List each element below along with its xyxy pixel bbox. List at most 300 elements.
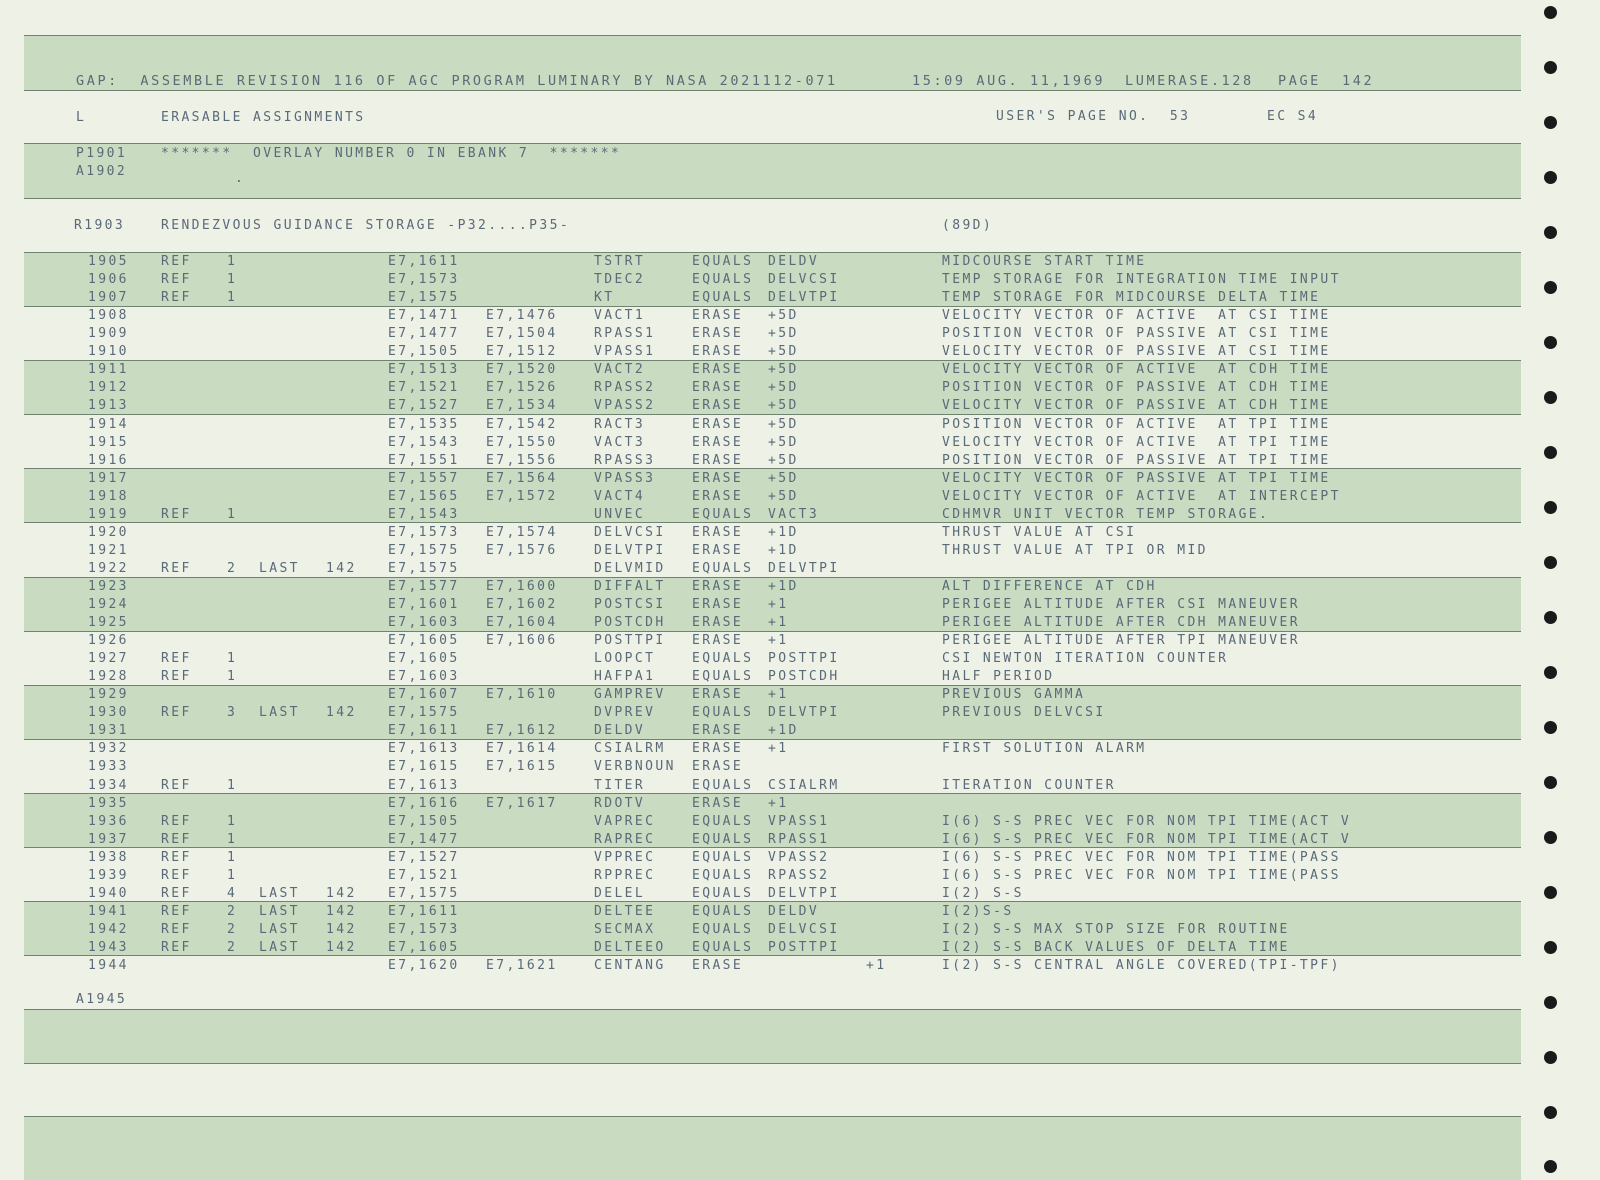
address-end: E7,1617: [486, 795, 558, 811]
address-start: E7,1620: [388, 958, 460, 973]
line-number: 1932: [88, 741, 129, 757]
operand-extra: +1: [866, 958, 887, 973]
symbol: DELDV: [594, 723, 646, 739]
operand: VPASS2: [768, 849, 830, 865]
line-number: 1938: [88, 849, 129, 865]
line-number: 1925: [88, 615, 129, 630]
ref-label: REF: [161, 777, 192, 793]
opcode: EQUALS: [692, 777, 754, 793]
operand: +5D: [768, 344, 799, 360]
table-row: [0, 632, 1600, 650]
line-number: 1912: [88, 380, 129, 396]
operand: DELDV: [768, 903, 820, 919]
table-row: [0, 289, 1600, 307]
opcode: ERASE: [692, 633, 744, 648]
opcode: ERASE: [692, 452, 744, 468]
symbol: RDOTV: [594, 795, 646, 811]
table-row: [0, 470, 1600, 488]
symbol: VACT2: [594, 362, 646, 378]
address-start: E7,1557: [388, 470, 460, 486]
comment: POSITION VECTOR OF PASSIVE AT CDH TIME: [942, 380, 1331, 396]
ref-label: REF: [161, 254, 192, 269]
table-row: [0, 379, 1600, 397]
comment: I(2) S-S CENTRAL ANGLE COVERED(TPI-TPF): [942, 958, 1341, 973]
address-start: E7,1573: [388, 524, 460, 540]
opcode: ERASE: [692, 524, 744, 540]
overlay-mark: .: [235, 171, 246, 186]
address-start: E7,1505: [388, 813, 460, 829]
table-row: [0, 596, 1600, 614]
address-end: E7,1604: [486, 615, 558, 630]
opcode: EQUALS: [692, 254, 754, 269]
symbol: VPASS1: [594, 344, 656, 360]
operand: VPASS1: [768, 813, 830, 829]
listing-filename: LUMERASE.128: [1125, 73, 1254, 89]
line-number: 1917: [88, 470, 129, 486]
operand: +5D: [768, 362, 799, 378]
overlay-a-line: A1902: [76, 164, 128, 179]
address-end: E7,1520: [486, 362, 558, 378]
symbol: SECMAX: [594, 921, 656, 937]
line-number: 1909: [88, 326, 129, 342]
line-number: 1934: [88, 777, 129, 793]
address-end: E7,1556: [486, 452, 558, 468]
address-start: E7,1615: [388, 759, 460, 775]
opcode: ERASE: [692, 488, 744, 504]
line-number: 1908: [88, 308, 129, 324]
operand: +1D: [768, 542, 799, 558]
table-row: [0, 506, 1600, 524]
ref-count: 1: [227, 867, 238, 883]
ref-count: 1: [227, 849, 238, 865]
address-end: E7,1476: [486, 308, 558, 324]
ref-count: 2: [227, 903, 238, 919]
line-number: 1944: [88, 958, 129, 973]
ref-count: 1: [227, 506, 238, 522]
line-number: 1910: [88, 344, 129, 360]
feed-hole-icon: [1544, 1051, 1557, 1064]
address-start: E7,1611: [388, 723, 460, 739]
ref-count: 1: [227, 290, 238, 306]
comment: I(6) S-S PREC VEC FOR NOM TPI TIME(PASS: [942, 867, 1341, 883]
address-start: E7,1575: [388, 560, 460, 576]
operand: +1: [768, 687, 789, 703]
comment: I(2) S-S MAX STOP SIZE FOR ROUTINE: [942, 921, 1290, 937]
ref-label: REF: [161, 506, 192, 522]
comment: MIDCOURSE START TIME: [942, 254, 1147, 269]
ref-label: REF: [161, 885, 192, 901]
address-start: E7,1605: [388, 651, 460, 667]
symbol: VACT4: [594, 488, 646, 504]
symbol: RPASS1: [594, 326, 656, 342]
table-row: [0, 325, 1600, 343]
line-number: 1907: [88, 290, 129, 306]
feed-hole-icon: [1544, 1160, 1557, 1173]
comment: HALF PERIOD: [942, 669, 1055, 685]
opcode: EQUALS: [692, 831, 754, 847]
ref-count: 4: [227, 885, 238, 901]
operand: DELDV: [768, 254, 820, 269]
line-number: 1923: [88, 578, 129, 594]
line-number: 1943: [88, 939, 129, 955]
address-start: E7,1477: [388, 326, 460, 342]
ref-count: 1: [227, 651, 238, 667]
table-row: [0, 397, 1600, 415]
ref-label: REF: [161, 290, 192, 306]
address-start: E7,1577: [388, 578, 460, 594]
operand: POSTCDH: [768, 669, 840, 685]
address-start: E7,1611: [388, 903, 460, 919]
address-start: E7,1527: [388, 398, 460, 414]
symbol: CENTANG: [594, 958, 666, 973]
line-number: 1939: [88, 867, 129, 883]
opcode: ERASE: [692, 308, 744, 324]
page-number: 142: [1342, 73, 1375, 89]
address-end: E7,1526: [486, 380, 558, 396]
ref-label: REF: [161, 560, 192, 576]
line-number: 1929: [88, 687, 129, 703]
operand: +5D: [768, 380, 799, 396]
symbol: VAPREC: [594, 813, 656, 829]
opcode: EQUALS: [692, 506, 754, 522]
address-start: E7,1505: [388, 344, 460, 360]
last-page: 142: [326, 885, 357, 901]
opcode: ERASE: [692, 759, 744, 775]
symbol: GAMPREV: [594, 687, 666, 703]
comment: FIRST SOLUTION ALARM: [942, 741, 1147, 757]
symbol: VACT1: [594, 308, 646, 324]
operand: +1D: [768, 524, 799, 540]
symbol: RPASS2: [594, 380, 656, 396]
opcode: ERASE: [692, 723, 744, 739]
ref-label: REF: [161, 849, 192, 865]
ref-label: REF: [161, 831, 192, 847]
operand: POSTTPI: [768, 939, 840, 955]
page-label: PAGE: [1278, 73, 1321, 89]
address-end: E7,1576: [486, 542, 558, 558]
address-start: E7,1551: [388, 452, 460, 468]
address-start: E7,1575: [388, 542, 460, 558]
opcode: EQUALS: [692, 903, 754, 919]
table-row: [0, 758, 1600, 776]
symbol: HAFPA1: [594, 669, 656, 685]
operand: +5D: [768, 308, 799, 324]
comment: CSI NEWTON ITERATION COUNTER: [942, 651, 1229, 667]
table-row: [0, 343, 1600, 361]
address-start: E7,1543: [388, 506, 460, 522]
symbol: DELEL: [594, 885, 646, 901]
operand: DELVCSI: [768, 921, 840, 937]
line-number: 1941: [88, 903, 129, 919]
comment: VELOCITY VECTOR OF ACTIVE AT CSI TIME: [942, 308, 1331, 324]
line-number: 1916: [88, 452, 129, 468]
table-row: [0, 867, 1600, 885]
operand: DELVTPI: [768, 290, 840, 306]
line-number: 1920: [88, 524, 129, 540]
feed-hole-icon: [1544, 171, 1557, 184]
line-number: 1937: [88, 831, 129, 847]
comment: THRUST VALUE AT TPI OR MID: [942, 542, 1208, 558]
ref-label: REF: [161, 272, 192, 288]
address-end: E7,1534: [486, 398, 558, 414]
comment: PREVIOUS DELVCSI: [942, 705, 1106, 721]
address-start: E7,1605: [388, 939, 460, 955]
comment: PERIGEE ALTITUDE AFTER CSI MANEUVER: [942, 597, 1300, 612]
opcode: EQUALS: [692, 849, 754, 865]
operand: RPASS1: [768, 831, 830, 847]
comment: POSITION VECTOR OF PASSIVE AT CSI TIME: [942, 326, 1331, 342]
symbol: DIFFALT: [594, 578, 666, 594]
opcode: EQUALS: [692, 921, 754, 937]
table-row: [0, 578, 1600, 596]
operand: +5D: [768, 452, 799, 468]
ref-label: REF: [161, 903, 192, 919]
symbol: CSIALRM: [594, 741, 666, 757]
table-row: [0, 921, 1600, 939]
comment: I(2) S-S BACK VALUES OF DELTA TIME: [942, 939, 1290, 955]
section-title: ERASABLE ASSIGNMENTS: [161, 110, 366, 125]
operand: +5D: [768, 470, 799, 486]
last-page: 142: [326, 903, 357, 919]
last-label: LAST: [259, 903, 300, 919]
address-end: E7,1564: [486, 470, 558, 486]
comment: TEMP STORAGE FOR INTEGRATION TIME INPUT: [942, 272, 1341, 288]
operand: POSTTPI: [768, 651, 840, 667]
opcode: ERASE: [692, 326, 744, 342]
last-page: 142: [326, 705, 357, 721]
ref-count: 1: [227, 777, 238, 793]
operand: DELVTPI: [768, 885, 840, 901]
comment: PERIGEE ALTITUDE AFTER TPI MANEUVER: [942, 633, 1300, 648]
line-number: 1924: [88, 597, 129, 612]
address-end: E7,1512: [486, 344, 558, 360]
operand: +5D: [768, 434, 799, 450]
table-row: [0, 740, 1600, 758]
table-row: [0, 722, 1600, 740]
address-end: E7,1574: [486, 524, 558, 540]
address-end: E7,1610: [486, 687, 558, 703]
symbol: RACT3: [594, 416, 646, 432]
symbol: DELTEE: [594, 903, 656, 919]
opcode: ERASE: [692, 344, 744, 360]
comment: I(6) S-S PREC VEC FOR NOM TPI TIME(ACT V: [942, 831, 1352, 847]
opcode: ERASE: [692, 578, 744, 594]
operand: RPASS2: [768, 867, 830, 883]
address-start: E7,1575: [388, 885, 460, 901]
address-end: E7,1621: [486, 958, 558, 973]
ref-label: REF: [161, 813, 192, 829]
ref-count: 2: [227, 921, 238, 937]
symbol: TITER: [594, 777, 646, 793]
address-start: E7,1565: [388, 488, 460, 504]
address-start: E7,1573: [388, 921, 460, 937]
table-row: [0, 253, 1600, 271]
opcode: ERASE: [692, 741, 744, 757]
table-row: [0, 434, 1600, 452]
table-row: [0, 452, 1600, 470]
ref-count: 2: [227, 939, 238, 955]
symbol: LOOPCT: [594, 651, 656, 667]
address-start: E7,1521: [388, 380, 460, 396]
symbol: UNVEC: [594, 506, 646, 522]
last-page: 142: [326, 560, 357, 576]
line-number: 1927: [88, 651, 129, 667]
address-end: E7,1602: [486, 597, 558, 612]
opcode: ERASE: [692, 416, 744, 432]
address-start: E7,1603: [388, 615, 460, 630]
last-label: LAST: [259, 705, 300, 721]
operand: DELVTPI: [768, 705, 840, 721]
operand: VACT3: [768, 506, 820, 522]
opcode: EQUALS: [692, 813, 754, 829]
opcode: ERASE: [692, 795, 744, 811]
address-end: E7,1615: [486, 759, 558, 775]
symbol: VPASS3: [594, 470, 656, 486]
table-row: [0, 488, 1600, 506]
last-label: LAST: [259, 921, 300, 937]
comment: THRUST VALUE AT CSI: [942, 524, 1137, 540]
ref-count: 1: [227, 813, 238, 829]
table-row: [0, 650, 1600, 668]
opcode: ERASE: [692, 434, 744, 450]
ref-label: REF: [161, 921, 192, 937]
address-start: E7,1471: [388, 308, 460, 324]
opcode: ERASE: [692, 362, 744, 378]
address-start: E7,1573: [388, 272, 460, 288]
band-8: [24, 1009, 1521, 1064]
table-row: [0, 524, 1600, 542]
symbol: RAPREC: [594, 831, 656, 847]
comment: VELOCITY VECTOR OF PASSIVE AT CDH TIME: [942, 398, 1331, 414]
line-number: 1919: [88, 506, 129, 522]
opcode: ERASE: [692, 687, 744, 703]
table-row: [0, 668, 1600, 686]
symbol: VACT3: [594, 434, 646, 450]
table-row: [0, 795, 1600, 813]
address-start: E7,1575: [388, 290, 460, 306]
symbol: VPPREC: [594, 849, 656, 865]
feed-hole-icon: [1544, 996, 1557, 1009]
feed-hole-icon: [1544, 116, 1557, 129]
ref-count: 1: [227, 272, 238, 288]
comment: TEMP STORAGE FOR MIDCOURSE DELTA TIME: [942, 290, 1321, 306]
ref-count: 1: [227, 254, 238, 269]
table-row: [0, 831, 1600, 849]
feed-hole-icon: [1544, 1106, 1557, 1119]
line-number: 1936: [88, 813, 129, 829]
comment: CDHMVR UNIT VECTOR TEMP STORAGE.: [942, 506, 1270, 522]
symbol: TSTRT: [594, 254, 646, 269]
operand: +1: [768, 615, 789, 630]
symbol: DVPREV: [594, 705, 656, 721]
line-number: 1935: [88, 795, 129, 811]
table-row: [0, 614, 1600, 632]
comment: I(2)S-S: [942, 903, 1014, 919]
comment: POSITION VECTOR OF PASSIVE AT TPI TIME: [942, 452, 1331, 468]
table-row: [0, 849, 1600, 867]
opcode: ERASE: [692, 615, 744, 630]
address-end: E7,1612: [486, 723, 558, 739]
line-number: 1926: [88, 633, 129, 648]
comment: VELOCITY VECTOR OF ACTIVE AT CDH TIME: [942, 362, 1331, 378]
address-start: E7,1613: [388, 777, 460, 793]
ec-code: EC S4: [1267, 109, 1319, 124]
operand: +1: [768, 795, 789, 811]
symbol: VERBNOUN: [594, 759, 676, 775]
address-start: E7,1535: [388, 416, 460, 432]
overlay-line-number: P1901: [76, 146, 128, 161]
table-row: [0, 307, 1600, 325]
line-number: 1905: [88, 254, 129, 269]
table-row: [0, 686, 1600, 704]
opcode: ERASE: [692, 470, 744, 486]
comment: VELOCITY VECTOR OF PASSIVE AT TPI TIME: [942, 470, 1331, 486]
last-page: 142: [326, 921, 357, 937]
operand: CSIALRM: [768, 777, 840, 793]
table-row: [0, 957, 1600, 975]
address-start: E7,1575: [388, 705, 460, 721]
address-start: E7,1611: [388, 254, 460, 269]
operand: +1D: [768, 578, 799, 594]
operand: +5D: [768, 488, 799, 504]
symbol: POSTCDH: [594, 615, 666, 630]
address-start: E7,1603: [388, 669, 460, 685]
feed-hole-icon: [1544, 226, 1557, 239]
table-row: [0, 416, 1600, 434]
comment: I(2) S-S: [942, 885, 1024, 901]
listing-title: GAP: ASSEMBLE REVISION 116 OF AGC PROGRAM LUMINARY BY NASA 2021112-071: [76, 73, 838, 89]
symbol: VPASS2: [594, 398, 656, 414]
ref-count: 1: [227, 831, 238, 847]
line-number: 1918: [88, 488, 129, 504]
last-label: LAST: [259, 939, 300, 955]
symbol: DELVMID: [594, 560, 666, 576]
symbol: POSTCSI: [594, 597, 666, 612]
address-start: E7,1527: [388, 849, 460, 865]
symbol: POSTTPI: [594, 633, 666, 648]
address-end: E7,1614: [486, 741, 558, 757]
table-row: [0, 704, 1600, 722]
address-end: E7,1606: [486, 633, 558, 648]
symbol: RPPREC: [594, 867, 656, 883]
operand: DELVTPI: [768, 560, 840, 576]
opcode: ERASE: [692, 542, 744, 558]
operand: +1: [768, 633, 789, 648]
symbol: KT: [594, 290, 615, 306]
line-number: 1931: [88, 723, 129, 739]
line-number: 1942: [88, 921, 129, 937]
line-number: 1913: [88, 398, 129, 414]
operand: DELVCSI: [768, 272, 840, 288]
comment: PERIGEE ALTITUDE AFTER CDH MANEUVER: [942, 615, 1300, 630]
address-end: E7,1572: [486, 488, 558, 504]
address-start: E7,1605: [388, 633, 460, 648]
overlay-banner: ******* OVERLAY NUMBER 0 IN EBANK 7 *******: [161, 146, 622, 161]
ref-label: REF: [161, 867, 192, 883]
line-number: 1930: [88, 705, 129, 721]
ref-count: 1: [227, 669, 238, 685]
opcode: EQUALS: [692, 939, 754, 955]
opcode: EQUALS: [692, 885, 754, 901]
ref-label: REF: [161, 669, 192, 685]
ref-label: REF: [161, 651, 192, 667]
address-start: E7,1477: [388, 831, 460, 847]
opcode: EQUALS: [692, 651, 754, 667]
opcode: ERASE: [692, 958, 744, 973]
listing-timestamp: 15:09 AUG. 11,1969: [912, 73, 1106, 89]
opcode: ERASE: [692, 380, 744, 396]
table-row: [0, 560, 1600, 578]
